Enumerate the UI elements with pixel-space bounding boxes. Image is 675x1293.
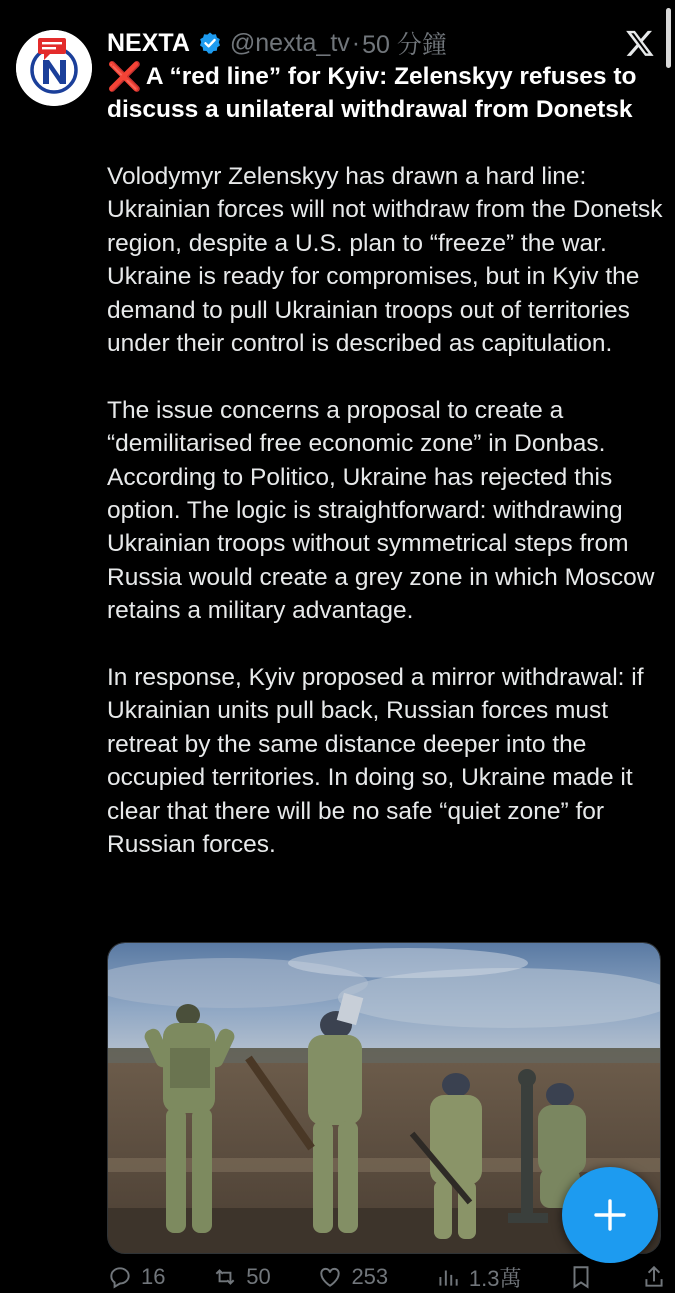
share-icon <box>641 1264 667 1290</box>
compose-button[interactable] <box>562 1167 658 1263</box>
repost-button[interactable] <box>212 1262 270 1292</box>
tweet-actions <box>107 1262 667 1292</box>
tweet-body <box>107 160 667 895</box>
share-button[interactable] <box>641 1262 667 1292</box>
red-cross-icon: ❌ <box>107 61 142 92</box>
tweet-header <box>107 26 655 60</box>
repost-icon <box>212 1264 238 1290</box>
reply-button[interactable] <box>107 1262 165 1292</box>
tweet-time[interactable]: 50 分鐘 <box>362 31 447 59</box>
tweet-title-text: A “red line” for Kyiv: Zelenskyy refuses to discuss a unilateral withdrawal from Donetsk <box>107 63 637 123</box>
scrollbar[interactable] <box>666 8 671 68</box>
repost-count: 50 <box>246 1264 271 1289</box>
heart-icon <box>317 1264 343 1290</box>
header-separator: · <box>351 28 361 57</box>
reply-icon <box>107 1264 133 1290</box>
bookmark-button[interactable] <box>568 1262 594 1292</box>
tweet-paragraph: The issue concerns a proposal to create a “demilitarised free economic zone” in Donbas. According to Politico, Ukraine has rejected this option. The logic is straightforward: withdrawing Ukrainian troops without symmetrical steps from Russia would create a grey zone in which Moscow retains a military advantage. <box>107 396 655 625</box>
author-name[interactable]: NEXTA <box>107 28 190 57</box>
like-count: 253 <box>351 1264 389 1289</box>
tweet-title <box>107 60 663 126</box>
tweet-paragraph: In response, Kyiv proposed a mirror withdrawal: if Ukrainian units pull back, Russian forces must retreat by the same distance deeper into the occupied territories. In doing so, Ukraine made it clear that there will be no safe “quiet zone” for Russian forces. <box>107 664 644 859</box>
x-logo-icon[interactable] <box>625 28 655 58</box>
views-icon <box>435 1264 461 1290</box>
verified-badge-icon <box>198 31 222 55</box>
nexta-logo-icon <box>16 30 92 106</box>
avatar[interactable] <box>16 30 92 106</box>
bookmark-icon <box>568 1264 594 1290</box>
author-handle[interactable]: @nexta_tv <box>229 28 350 57</box>
reply-count: 16 <box>141 1264 166 1289</box>
views-count: 1.3萬 <box>468 1265 522 1291</box>
tweet-paragraph: Volodymyr Zelenskyy has drawn a hard line: Ukrainian forces will not withdraw from the Donetsk region, despite a U.S. plan to “freeze” the war. Ukraine is ready for compromises, but in Kyiv the demand to pull Ukrainian troops out of territories under their control is described as capitulation. <box>107 163 663 358</box>
views-button[interactable] <box>435 1262 522 1292</box>
plus-icon <box>592 1197 628 1233</box>
like-button[interactable] <box>317 1262 388 1292</box>
